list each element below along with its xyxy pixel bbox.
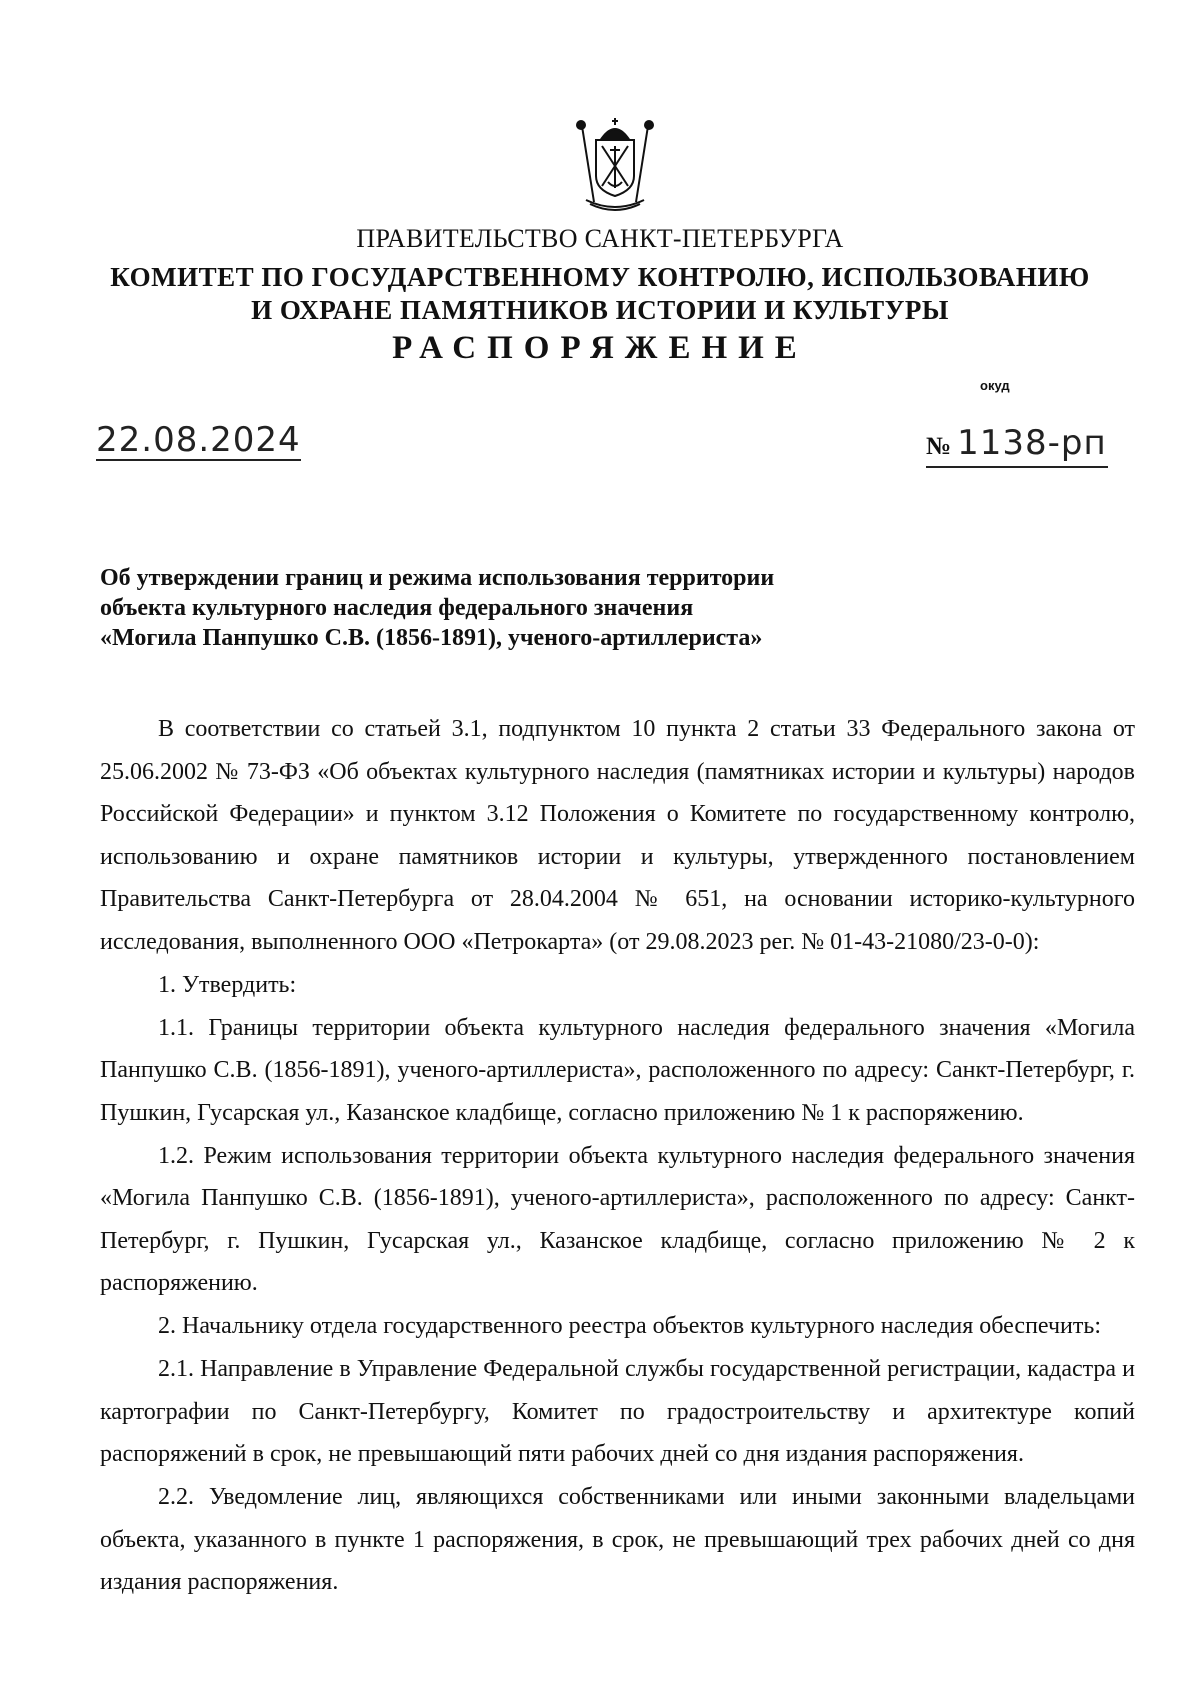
title-line-3: «Могила Панпушко С.В. (1856-1891), ученого-артиллериста»	[100, 625, 763, 651]
document-number-field	[926, 424, 1108, 468]
clause-2-1: 2.1. Направление в Управление Федеральной службы государственной регистрации, кадастра и картографии по Санкт-Петербургу, Комитет по градостроительству и архитектуре копий распоряжений в срок, не превышающий пяти рабочих дней со дня издания распоряжения.	[100, 1356, 1135, 1467]
coat-of-arms-emblem	[572, 116, 658, 212]
preamble-paragraph: В соответствии со статьей 3.1, подпунктом 10 пункта 2 статьи 33 Федерального закона от 25.06.2002 № 73-ФЗ «Об объектах культурного наследия (памятниках истории и культуры) народов Российской Федерации» и пунктом 3.12 Положения о Комитете по государственному контролю, использованию и охране памятников истории и культуры, утвержденного постановлением Правительства Санкт-Петербурга от 28.04.2004 № 651, на основании историко-культурного исследования, выполненного ООО «Петрокарта» (от 29.08.2023 рег. № 01-43-21080/23-0-0):	[100, 716, 1135, 955]
document-number: 1138-рп	[957, 423, 1107, 463]
document-body	[100, 708, 1135, 1604]
document-date: 22.08.2024	[96, 420, 301, 460]
title-line-2: объекта культурного наследия федерального значения	[100, 595, 694, 621]
clause-1-1: 1.1. Границы территории объекта культурного наследия федерального значения «Могила Панпушко С.В. (1856-1891), ученого-артиллериста», расположенного по адресу: Санкт-Петербург, г. Пушкин, Гусарская ул., Казанское кладбище, согласно приложению № 1 к распоряжению.	[100, 1014, 1135, 1126]
committee-name-line-2: И ОХРАНЕ ПАМЯТНИКОВ ИСТОРИИ И КУЛЬТУРЫ	[251, 295, 949, 325]
title-line-1: Об утверждении границ и режима использования территории	[100, 565, 775, 591]
government-name: ПРАВИТЕЛЬСТВО САНКТ-ПЕТЕРБУРГА	[356, 224, 844, 253]
clause-1: 1. Утвердить:	[158, 971, 297, 998]
clause-2: 2. Начальнику отдела государственного реестра объектов культурного наследия обеспечить:	[158, 1313, 1101, 1339]
clause-2-2: 2.2. Уведомление лиц, являющихся собственниками или иными законными владельцами объекта, указанного в пункте 1 распоряжения, в срок, не превышающий трех рабочих дней со дня издания распоряжения.	[100, 1484, 1135, 1595]
committee-name-line-1: КОМИТЕТ ПО ГОСУДАРСТВЕННОМУ КОНТРОЛЮ, ИСПОЛЬЗОВАНИЮ	[110, 262, 1090, 292]
okud-label: окуд	[980, 378, 1010, 393]
clause-1-2: 1.2. Режим использования территории объекта культурного наследия федерального значения «Могила Панпушко С.В. (1856-1891), ученого-артиллериста», расположенного по адресу: Санкт-Петербург, г. Пушкин, Гусарская ул., Казанское кладбище, согласно приложению № 2 к распоряжению.	[100, 1142, 1135, 1296]
number-sign: №	[926, 433, 952, 460]
document-title	[100, 563, 860, 653]
document-type: РАСПОРЯЖЕНИЕ	[392, 330, 808, 366]
